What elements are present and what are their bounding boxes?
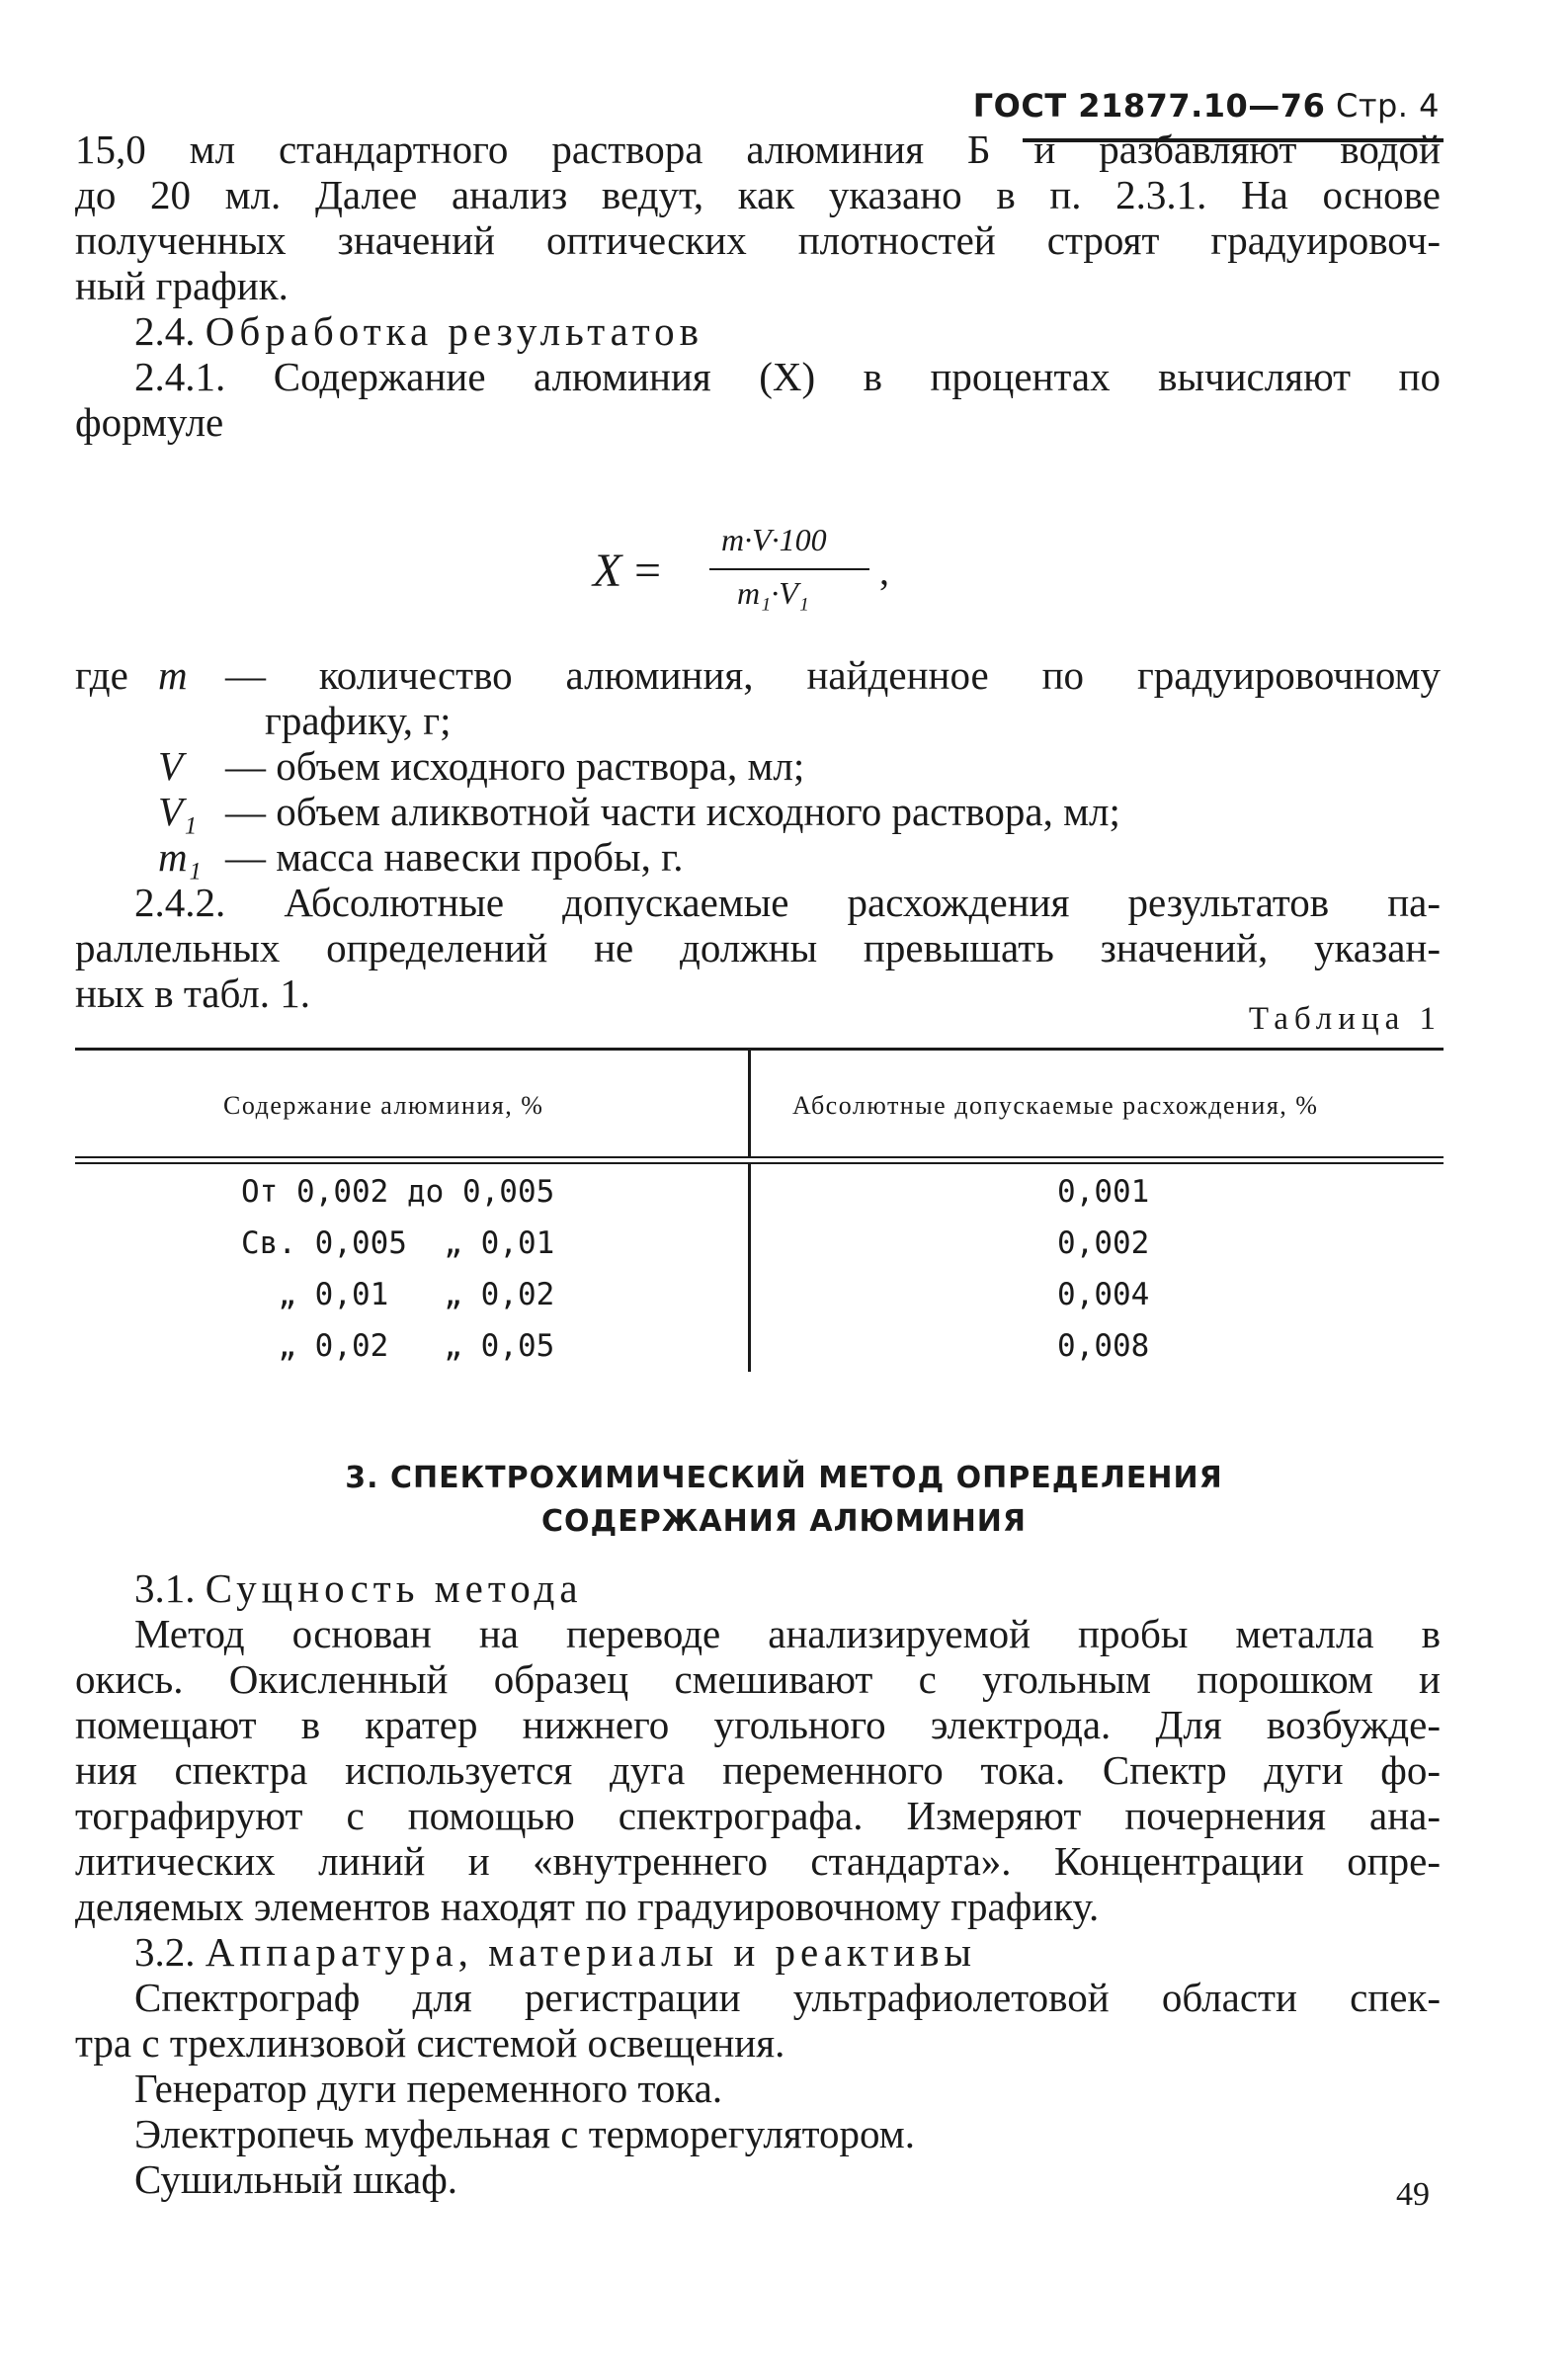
- clause-2-4-1-line: формуле: [75, 399, 224, 445]
- section-3-1-heading: [134, 1565, 583, 1611]
- intro-line: полученных значений оптических плотностей строят градуировоч-: [75, 217, 1441, 263]
- where-symbol: m: [158, 652, 188, 698]
- fraction-bar: [709, 568, 869, 570]
- where-continuation: графику, г;: [265, 698, 452, 743]
- clause-2-4-2-line: 2.4.2. Абсолютные допускаемые расхождения результатов па-: [134, 880, 1441, 925]
- intro-line: 15,0 мл стандартного раствора алюминия Б и разбавляют водой: [75, 127, 1441, 172]
- table-rule-header: [75, 1156, 1444, 1158]
- clause-3-1-line: тографируют с помощью спектрографа. Измеряют почернения ана-: [75, 1793, 1441, 1838]
- table-cell-content: От 0,002 до 0,005: [241, 1174, 555, 1210]
- table-caption: Таблица 1: [1248, 1001, 1442, 1037]
- section-3-2-number: 3.2.: [134, 1929, 196, 1975]
- standard-designation: ГОСТ 21877.10—76: [972, 87, 1326, 125]
- where-lead: где: [75, 652, 128, 698]
- formula: [593, 522, 919, 631]
- table-column-divider: [748, 1164, 751, 1372]
- section-2-4-number: 2.4.: [134, 308, 196, 354]
- table-header-content: Содержание алюминия, %: [223, 1091, 544, 1120]
- section-3-1-number: 3.1.: [134, 1565, 196, 1611]
- section-3-2-heading: [134, 1929, 976, 1975]
- clause-3-1-line: Метод основан на переводе анализируемой пробы металла в: [134, 1611, 1441, 1656]
- clause-2-4-1-line: 2.4.1. Содержание алюминия (X) в процентах вычисляют по: [134, 354, 1441, 399]
- section-2-4-title: Обработка результатов: [205, 308, 704, 354]
- section-2-4-heading: [134, 308, 703, 354]
- formula-equals: =: [634, 545, 662, 597]
- table-cell-content: „ 0,02 „ 0,05: [241, 1328, 555, 1364]
- where-text: — масса навески пробы, г.: [225, 834, 684, 880]
- where-text: — объем аликвотной части исходного раствора, мл;: [225, 789, 1120, 834]
- where-text: — объем исходного раствора, мл;: [225, 743, 805, 789]
- clause-3-2-line: Генератор дуги переменного тока.: [134, 2066, 723, 2111]
- clause-3-1-line: деляемых элементов находят по градуировочному графику.: [75, 1884, 1100, 1929]
- table-cell-tolerance: 0,001: [1057, 1174, 1150, 1210]
- where-symbol: m₁: [158, 834, 202, 880]
- where-text: — количество алюминия, найденное по градуировочному: [225, 652, 1441, 698]
- table-column-divider: [748, 1051, 751, 1156]
- clause-3-2-line: Спектрограф для регистрации ультрафиолетовой области спек-: [134, 1975, 1441, 2020]
- section-3-title-line: СОДЕРЖАНИЯ АЛЮМИНИЯ: [540, 1504, 1028, 1539]
- table-rule-header-double: [75, 1162, 1444, 1164]
- intro-line: ный график.: [75, 263, 289, 308]
- table-rule-top: [75, 1048, 1444, 1051]
- formula-denominator: m₁·V₁: [737, 575, 809, 611]
- clause-3-1-line: литических линий и «внутреннего стандарта». Концентрации опре-: [75, 1838, 1441, 1884]
- clause-3-2-line: Электропечь муфельная с терморегулятором.: [134, 2111, 915, 2156]
- table-1: [75, 1048, 1444, 1384]
- table-cell-tolerance: 0,004: [1057, 1277, 1150, 1312]
- table-cell-content: „ 0,01 „ 0,02: [241, 1277, 555, 1312]
- clause-3-1-line: окись. Окисленный образец смешивают с угольным порошком и: [75, 1656, 1441, 1702]
- formula-lhs: X: [593, 545, 622, 597]
- where-symbol: V₁: [158, 789, 198, 834]
- clause-3-1-line: ния спектра используется дуга переменного тока. Спектр дуги фо-: [75, 1747, 1441, 1793]
- table-cell-content: Св. 0,005 „ 0,01: [241, 1225, 555, 1261]
- header-page-label: Стр. 4: [1336, 87, 1440, 125]
- clause-3-2-line: тра с трехлинзовой системой освещения.: [75, 2020, 785, 2066]
- clause-3-2-line: Сушильный шкаф.: [134, 2156, 458, 2202]
- where-symbol: V: [158, 743, 184, 789]
- table-header-tolerance: Абсолютные допускаемые расхождения, %: [792, 1091, 1319, 1120]
- intro-line: до 20 мл. Далее анализ ведут, как указано в п. 2.3.1. На основе: [75, 172, 1441, 217]
- formula-comma: ,: [879, 549, 889, 593]
- clause-2-4-2-line: раллельных определений не должны превышать значений, указан-: [75, 925, 1441, 971]
- section-3-title-line: 3. СПЕКТРОХИМИЧЕСКИЙ МЕТОД ОПРЕДЕЛЕНИЯ: [345, 1461, 1223, 1495]
- running-header: [973, 87, 1440, 125]
- page-number: 49: [1396, 2176, 1430, 2213]
- section-3-2-title: Аппаратура, материалы и реактивы: [205, 1929, 977, 1975]
- clause-3-1-line: помещают в кратер нижнего угольного электрода. Для возбужде-: [75, 1702, 1441, 1747]
- clause-2-4-2-line: ных в табл. 1.: [75, 971, 311, 1016]
- table-cell-tolerance: 0,002: [1057, 1225, 1150, 1261]
- table-cell-tolerance: 0,008: [1057, 1328, 1150, 1364]
- section-3-1-title: Сущность метода: [205, 1565, 583, 1611]
- formula-numerator: m·V·100: [721, 522, 827, 557]
